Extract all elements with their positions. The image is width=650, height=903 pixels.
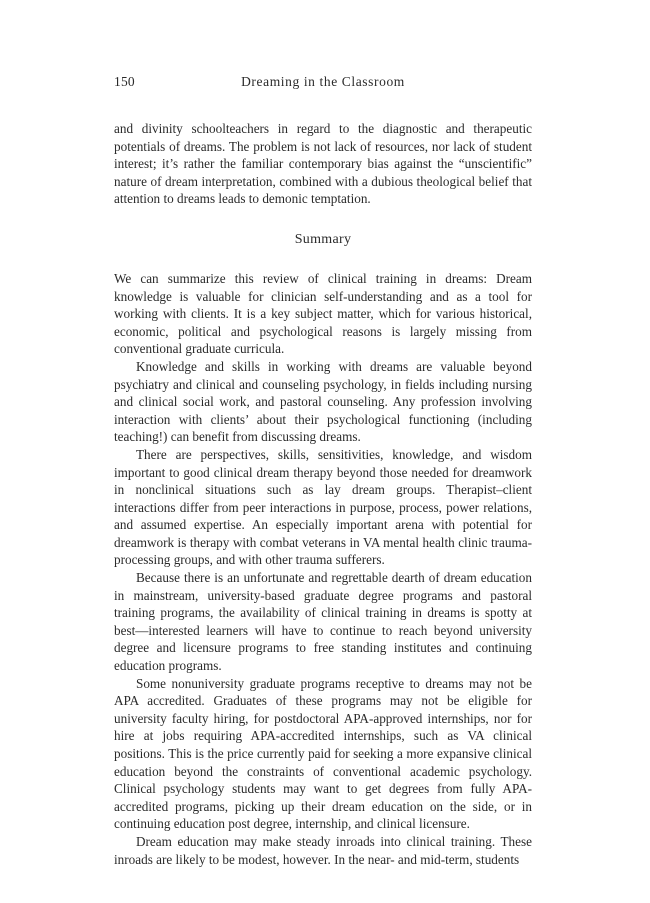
summary-paragraph-4: Because there is an unfortunate and regrettable dearth of dream education in mainstream, university-based graduate degree programs and pastoral training programs, the availability of clinical training in dreams is spotty at best—interested learners will have to continue to reach beyond university degree and licensure programs to free standing institutes and continuing education programs. bbox=[114, 570, 532, 674]
summary-paragraph-3: There are perspectives, skills, sensitivities, knowledge, and wisdom important to good clinical dream therapy beyond those needed for dreamwork in nonclinical situations such as lay dream groups. Therapist–client interactions differ from peer interactions in purpose, process, power relations, and assumed expertise. An especially important arena with potential for dreamwork is therapy with combat veterans in VA mental health clinic trauma-processing groups, and with other trauma sufferers. bbox=[114, 446, 532, 568]
running-head bbox=[114, 74, 532, 96]
section-heading-summary: Summary bbox=[294, 231, 352, 247]
book-page bbox=[114, 74, 532, 868]
intro-block bbox=[114, 120, 532, 208]
summary-paragraph-2: Knowledge and skills in working with dreams are valuable beyond psychiatry and clinical and counseling psychology, in fields including nursing and clinical social work, and pastoral counseling. Any profession involving interaction with clients’ about their psychological functioning (including teaching!) can benefit from discussing dreams. bbox=[114, 358, 532, 445]
summary-section-body bbox=[114, 270, 532, 868]
intro-paragraph: and divinity schoolteachers in regard to the diagnostic and therapeutic potentials of dreams. The problem is not lack of resources, nor lack of student interest; it’s rather the familiar contemporary bias against the “unscientific” nature of dream interpretation, combined with a dubious theological belief that attention to dreams leads to demonic temptation. bbox=[114, 121, 532, 207]
summary-paragraph-6: Dream education may make steady inroads into clinical training. These inroads are likely to be modest, however. In the near- and mid-term, students bbox=[114, 833, 532, 867]
page-number: 150 bbox=[114, 74, 135, 89]
running-title: Dreaming in the Classroom bbox=[241, 74, 405, 89]
summary-paragraph-5: Some nonuniversity graduate programs receptive to dreams may not be APA accredited. Graduates of these programs may not be eligible for university faculty hiring, for postdoctoral APA-approved internships, nor for hire at jobs requiring APA-accredited internships, such as VA clinical positions. This is the price currently paid for seeking a more expansive clinical education beyond the constraints of conventional academic psychology. Clinical psychology students may want to get degrees from fully APA-accredited programs, picking up their dream education on the side, or in continuing education post degree, internship, and clinical licensure. bbox=[114, 675, 532, 832]
summary-paragraph-1: We can summarize this review of clinical training in dreams: Dream knowledge is valuable for clinician self-understanding and as a tool for working with clients. It is a key subject matter, which for various historical, economic, political and psychological reasons is largely missing from conventional graduate curricula. bbox=[114, 270, 532, 357]
